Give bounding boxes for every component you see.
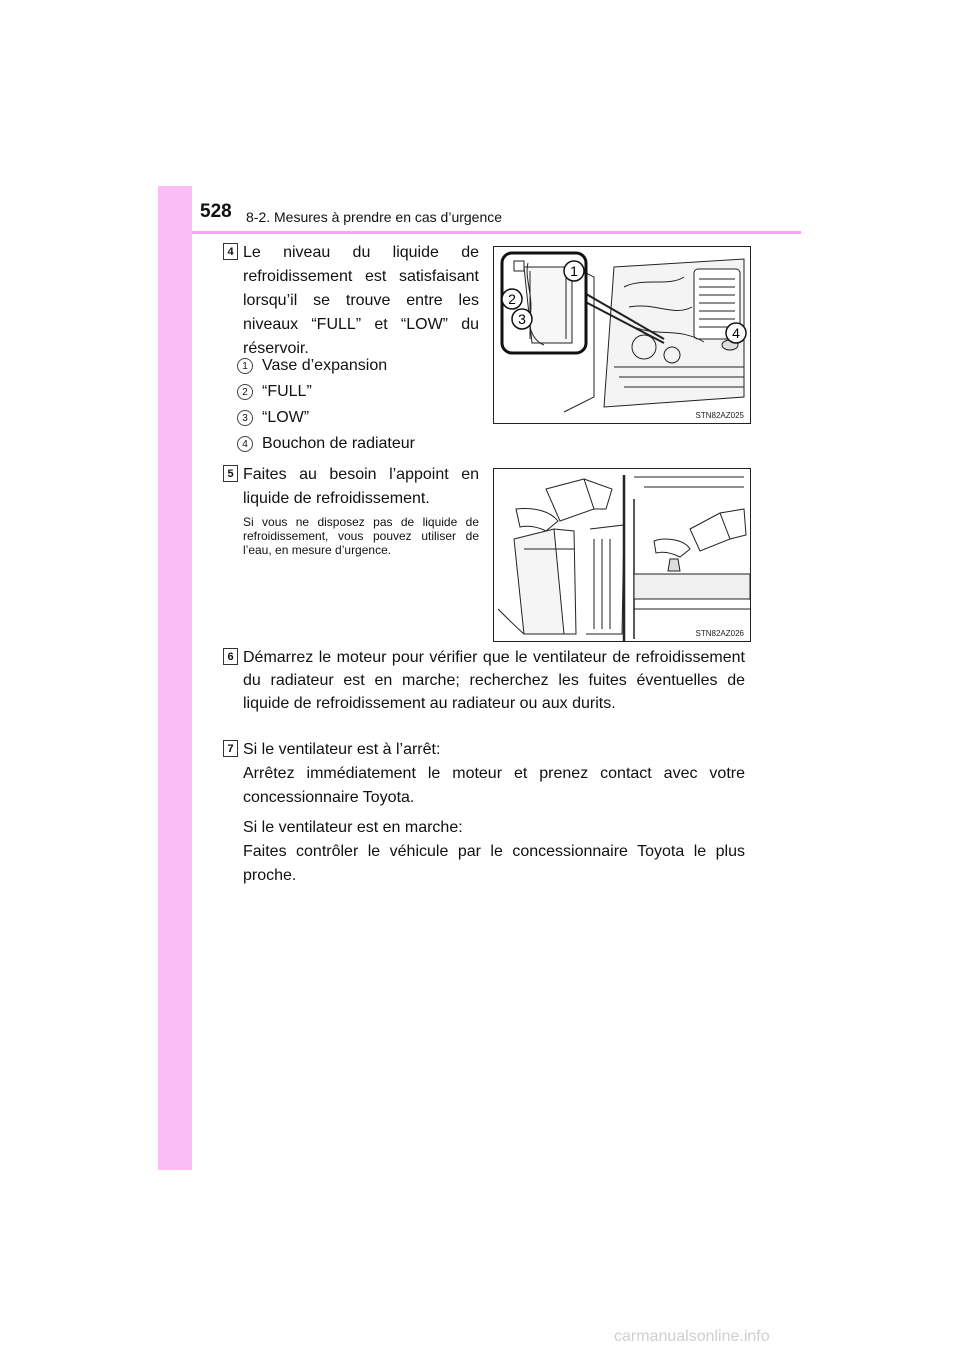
callout-3-icon: 3 xyxy=(237,410,253,426)
step-5-text: Faites au besoin l’appoint en liquide de refroidissement. xyxy=(243,466,479,507)
step-7-line-2: Arrêtez immédiatement le moteur et prenez contact avec votre concessionnaire Toyota. xyxy=(243,765,745,806)
step-7-line-1: Si le ventilateur est à l’arrêt: xyxy=(243,741,441,758)
step-number-4: 4 xyxy=(223,243,238,260)
engine-coolant-figure xyxy=(493,246,751,424)
step-5-note: Si vous ne disposez pas de liquide de refroidissement, vous pouvez utiliser de l’eau, en mesure d’urgence. xyxy=(243,515,479,557)
figure-code: STN82AZ026 xyxy=(695,629,744,638)
step-number-6: 6 xyxy=(223,648,238,665)
header-divider xyxy=(192,231,801,234)
callout-1-icon: 1 xyxy=(237,358,253,374)
legend-label: “LOW” xyxy=(262,409,310,426)
page-number: 528 xyxy=(200,201,232,222)
legend-label: Vase d’expansion xyxy=(262,357,388,374)
legend-item-1 xyxy=(237,357,387,375)
callout-2-icon: 2 xyxy=(237,384,253,400)
step-7-line-4: Faites contrôler le véhicule par le concessionnaire Toyota le plus proche. xyxy=(243,843,745,884)
callout-label: 2 xyxy=(508,291,516,307)
figure-code: STN82AZ025 xyxy=(695,411,744,420)
legend-item-3 xyxy=(237,409,309,427)
step-number-5: 5 xyxy=(223,465,238,482)
step-4-text: Le niveau du liquide de refroidissement est satisfaisant lorsqu’il se trouve entre les niveaux “FULL” et “LOW” du réservoir. xyxy=(243,244,479,357)
callout-label: 4 xyxy=(732,325,740,341)
callout-label: 3 xyxy=(518,311,526,327)
watermark: carmanualsonline.info xyxy=(614,1328,770,1345)
section-title: 8-2. Mesures à prendre en cas d’urgence xyxy=(246,209,503,225)
refill-illustration xyxy=(494,469,750,641)
step-number-7: 7 xyxy=(223,740,238,757)
step-6-text: Démarrez le moteur pour vérifier que le ventilateur de refroidissement du radiateur est en marche; recherchez les fuites éventuelles de liquide de refroidissement au radiateur ou aux durits. xyxy=(243,649,745,712)
coolant-refill-figure xyxy=(493,468,751,642)
engine-illustration xyxy=(494,247,750,423)
step-7-line-3: Si le ventilateur est en marche: xyxy=(243,819,463,836)
callout-label: 1 xyxy=(570,263,578,279)
legend-item-4 xyxy=(237,435,415,453)
legend-label: “FULL” xyxy=(262,383,312,400)
legend-item-2 xyxy=(237,383,312,401)
callout-4-icon: 4 xyxy=(237,436,253,452)
chapter-tab-strip xyxy=(158,186,192,1170)
legend-label: Bouchon de radiateur xyxy=(262,435,415,452)
